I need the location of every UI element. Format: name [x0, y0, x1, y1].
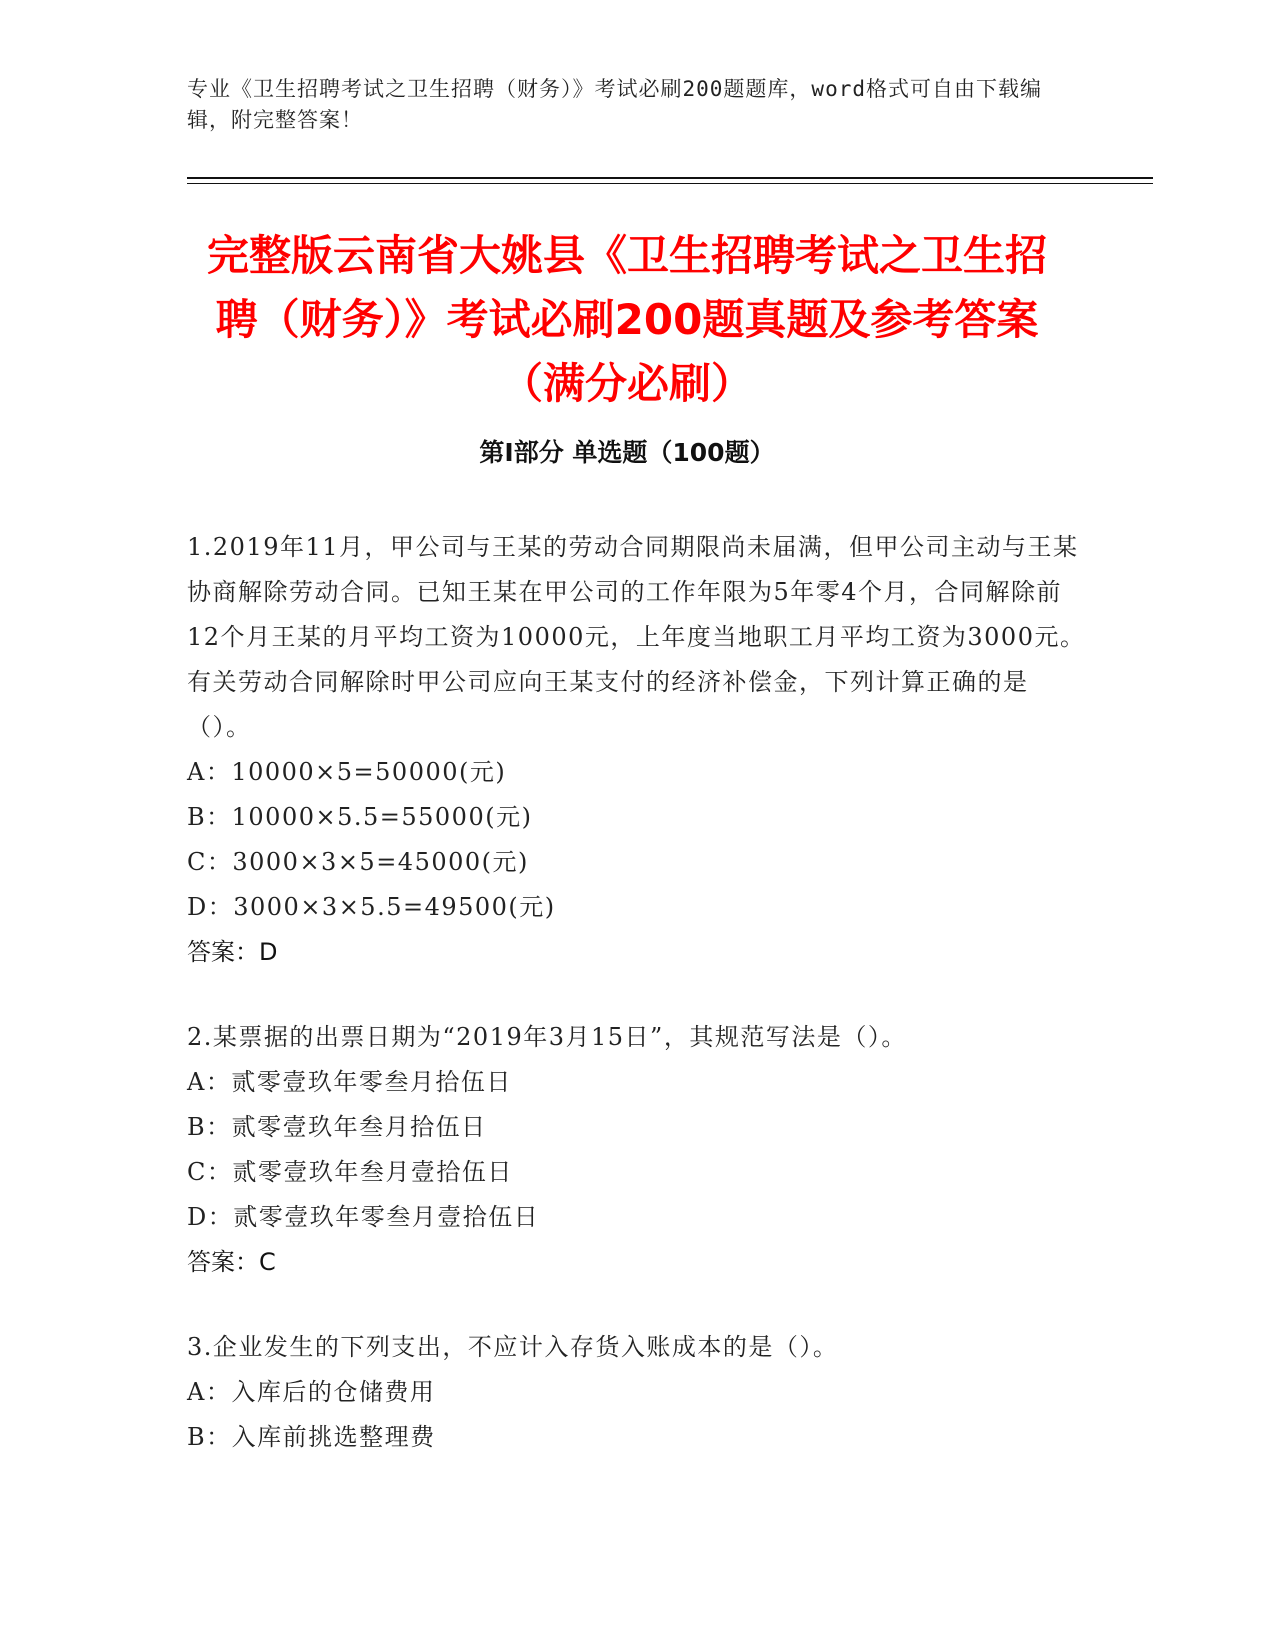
- answer-text: 答案：D: [187, 938, 278, 966]
- header-divider-thin: [187, 183, 1153, 184]
- question-2: [187, 1015, 1087, 1285]
- option-a: A：贰零壹玖年零叁月拾伍日: [187, 1068, 512, 1096]
- question-1: [187, 525, 1087, 975]
- header-note: 专业《卫生招聘考试之卫生招聘（财务）》考试必刷200题题库，word格式可自由下载编辑，附完整答案！: [187, 77, 1042, 132]
- question-stem: 3.企业发生的下列支出，不应计入存货入账成本的是（）。: [187, 1333, 839, 1361]
- option-a: A：入库后的仓储费用: [187, 1378, 436, 1406]
- question-list: [187, 525, 1087, 1500]
- question-stem: 1.2019年11月，甲公司与王某的劳动合同期限尚未届满，但甲公司主动与王某协商解除劳动合同。已知王某在甲公司的工作年限为5年零4个月，合同解除前12个月王某的月平均工资为10000元，上年度当地职工月平均工资为3000元。有关劳动合同解除时甲公司应向王某支付的经济补偿金，下列计算正确的是（）。: [187, 533, 1086, 741]
- option-d: D：3000×3×5.5=49500(元): [187, 893, 556, 921]
- answer-text: 答案：C: [187, 1248, 276, 1276]
- document-title: 完整版云南省大姚县《卫生招聘考试之卫生招聘（财务）》考试必刷200题真题及参考答案（满分必刷）: [206, 231, 1047, 408]
- option-c: C：贰零壹玖年叁月壹拾伍日: [187, 1158, 513, 1186]
- section-title: 第Ⅰ部分 单选题（100题）: [479, 438, 775, 467]
- option-a: A：10000×5=50000(元): [187, 758, 507, 786]
- option-b: B：10000×5.5=55000(元): [187, 803, 533, 831]
- option-d: D：贰零壹玖年零叁月壹拾伍日: [187, 1203, 540, 1231]
- option-b: B：贰零壹玖年叁月拾伍日: [187, 1113, 487, 1141]
- option-c: C：3000×3×5=45000(元): [187, 848, 529, 876]
- question-3: [187, 1325, 1087, 1460]
- header-divider-thick: [187, 177, 1153, 179]
- option-b: B：入库前挑选整理费: [187, 1423, 436, 1451]
- question-stem: 2.某票据的出票日期为“2019年3月15日”，其规范写法是（）。: [187, 1023, 907, 1051]
